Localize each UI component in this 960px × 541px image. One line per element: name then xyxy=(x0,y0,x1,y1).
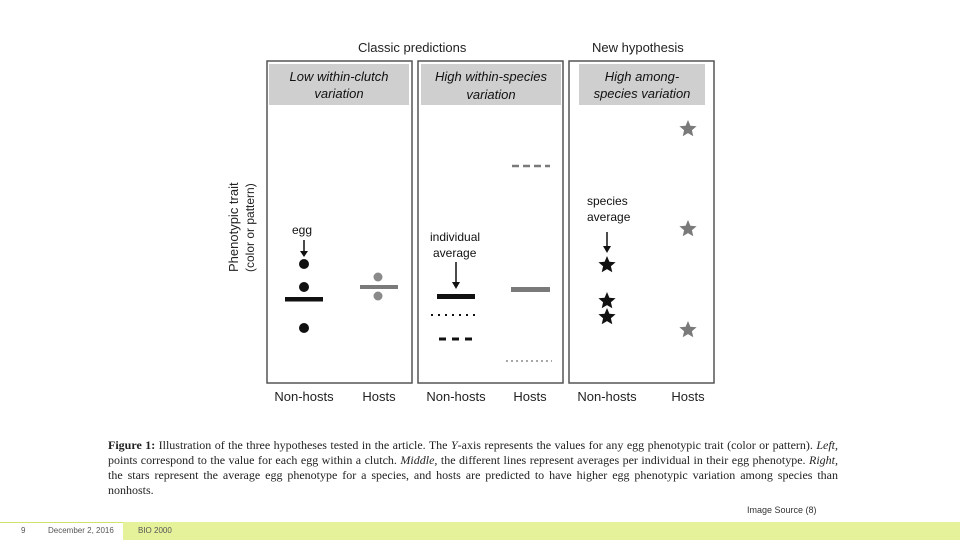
header-classic-predictions: Classic predictions xyxy=(358,40,467,55)
panel-1-title-line1: Low within-clutch xyxy=(289,69,389,84)
clutch-mean-line xyxy=(285,297,323,302)
nonhost-species-star xyxy=(598,256,615,272)
panel-3-xlabel-hosts: Hosts xyxy=(671,389,705,404)
footer-page-number: 9 xyxy=(21,526,26,535)
panel-2-xlabel-hosts: Hosts xyxy=(513,389,547,404)
host-species-star xyxy=(679,120,696,136)
header-new-hypothesis: New hypothesis xyxy=(592,40,684,55)
panel-3-title-line1: High among- xyxy=(604,69,680,84)
caption-left: Left, xyxy=(816,438,838,452)
panel-1-title-line2: variation xyxy=(314,86,364,101)
caption-text-3: points correspond to the value for each egg within a clutch. xyxy=(108,453,401,467)
panel-3-annotation-line1: species xyxy=(587,194,628,208)
panel-1-annotation: egg xyxy=(292,223,313,237)
panel-1-xlabel-hosts: Hosts xyxy=(362,389,396,404)
individual-average-line xyxy=(437,294,475,299)
caption-middle: Middle, xyxy=(400,453,438,467)
panel-3-arrowhead xyxy=(603,246,611,253)
caption-text-4: the different lines represent averages per individual in their egg phenotype. xyxy=(437,453,810,467)
panel-2-arrowhead xyxy=(452,282,460,289)
figure-caption xyxy=(108,438,838,498)
y-axis-label-line1: Phenotypic trait xyxy=(226,182,241,272)
panel-2-xlabel-nonhosts: Non-hosts xyxy=(426,389,486,404)
nonhost-species-star xyxy=(598,308,615,324)
host-individual-average-line xyxy=(511,287,550,292)
host-clutch-mean-line xyxy=(360,285,398,289)
footer-right-segment xyxy=(123,522,960,540)
host-egg-point xyxy=(374,273,383,282)
caption-label: Figure 1: xyxy=(108,438,156,452)
panel-3-xlabel-nonhosts: Non-hosts xyxy=(577,389,637,404)
footer-bar xyxy=(0,522,960,540)
species-stars xyxy=(598,120,696,337)
caption-text-5: the stars represent the average egg phenotype for a species, and hosts are predicted to have higher egg phenotypic variation among species than nonhosts. xyxy=(108,468,838,497)
nonhost-species-star xyxy=(598,292,615,308)
host-species-star xyxy=(679,321,696,337)
host-species-star xyxy=(679,220,696,236)
panel-3-title-line2: species variation xyxy=(593,86,691,101)
panel-2-frame xyxy=(418,61,563,383)
y-axis-label-line2: (color or pattern) xyxy=(243,183,257,272)
panel-1-frame xyxy=(267,61,412,383)
egg-point xyxy=(299,323,309,333)
footer-date: December 2, 2016 xyxy=(48,526,114,535)
panel-3-annotation-line2: average xyxy=(587,210,631,224)
panel-2-title-line1: High within-species xyxy=(435,69,547,84)
panel-2-title-line2: variation xyxy=(466,87,516,102)
panel-1-arrowhead xyxy=(300,251,308,257)
caption-right: Right, xyxy=(809,453,839,467)
panel-1-xlabel-nonhosts: Non-hosts xyxy=(274,389,334,404)
caption-y-axis: Y xyxy=(450,438,458,452)
image-source: Image Source (8) xyxy=(747,505,817,515)
caption-text-2: -axis represents the values for any egg phenotypic trait (color or pattern). xyxy=(457,438,817,452)
panel-2-annotation-line2: average xyxy=(433,246,477,260)
footer-course: BIO 2000 xyxy=(138,526,172,535)
caption-text-1: Illustration of the three hypotheses tested in the article. The xyxy=(155,438,451,452)
host-egg-point xyxy=(374,292,383,301)
panel-2-annotation-line1: individual xyxy=(430,230,481,244)
egg-point xyxy=(299,282,309,292)
egg-point xyxy=(299,259,309,269)
